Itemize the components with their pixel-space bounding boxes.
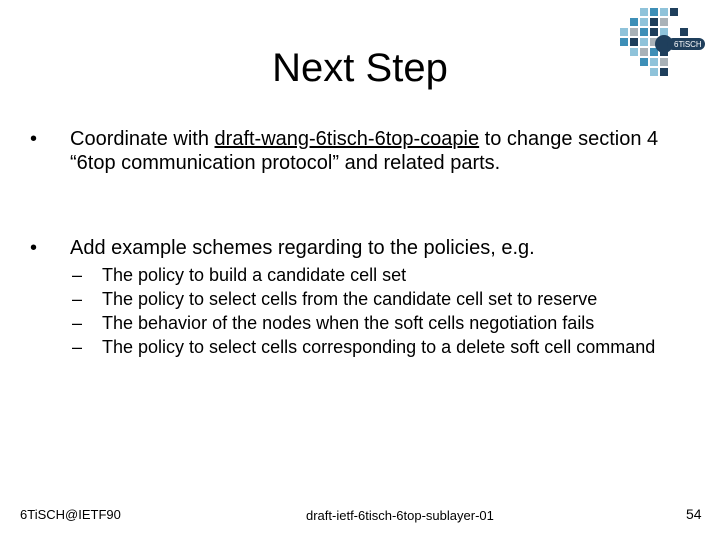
page-number: 54: [686, 506, 702, 522]
bullet-mark: •: [30, 128, 38, 150]
logo-square: [650, 8, 658, 16]
sub-bullet-text: The policy to build a candidate cell set: [102, 265, 407, 285]
logo-square: [680, 28, 688, 36]
dash-mark: –: [72, 313, 83, 333]
logo-square: [640, 28, 648, 36]
bullet-mark: •: [30, 237, 38, 259]
draft-link[interactable]: draft-wang-6tisch-6top-coapie: [214, 128, 480, 150]
sub-bullet-text: The behavior of the nodes when the soft cells negotiation fails: [102, 313, 595, 333]
bullet-1-text: [70, 127, 680, 175]
dash-mark: –: [72, 265, 83, 285]
logo-text: 6TiSCH: [674, 40, 702, 49]
logo-square: [630, 28, 638, 36]
sub-bullet-list: [72, 266, 692, 362]
dash-mark: –: [72, 337, 83, 357]
bullet-1-suffix: to change section 4 “6top communication protocol” and related parts.: [70, 128, 659, 174]
sub-bullet-text: The policy to select cells corresponding to a delete soft cell command: [102, 337, 656, 357]
bullet-1: [30, 127, 680, 175]
logo-square: [660, 28, 668, 36]
logo-square: [630, 18, 638, 26]
sub-bullet: [72, 290, 692, 309]
sub-bullet-text: The policy to select cells from the candidate cell set to reserve: [102, 289, 598, 309]
dash-mark: –: [72, 289, 83, 309]
logo-square: [660, 8, 668, 16]
footer-event: 6TiSCH@IETF90: [20, 507, 121, 522]
bullet-1-prefix: Coordinate with: [70, 128, 215, 150]
sub-bullet: [72, 266, 692, 285]
sub-bullet: [72, 338, 692, 357]
bullet-2: [30, 236, 690, 260]
slide-title: Next Step: [272, 46, 448, 90]
footer-draft-name: draft-ietf-6tisch-6top-sublayer-01: [306, 508, 494, 523]
logo-square: [650, 18, 658, 26]
sub-bullet: [72, 314, 692, 333]
logo-square: [670, 8, 678, 16]
bullet-2-text: Add example schemes regarding to the policies, e.g.: [70, 237, 535, 259]
logo-square: [620, 28, 628, 36]
logo-square: [660, 18, 668, 26]
logo-square: [640, 8, 648, 16]
logo-square: [650, 28, 658, 36]
logo-square: [640, 18, 648, 26]
